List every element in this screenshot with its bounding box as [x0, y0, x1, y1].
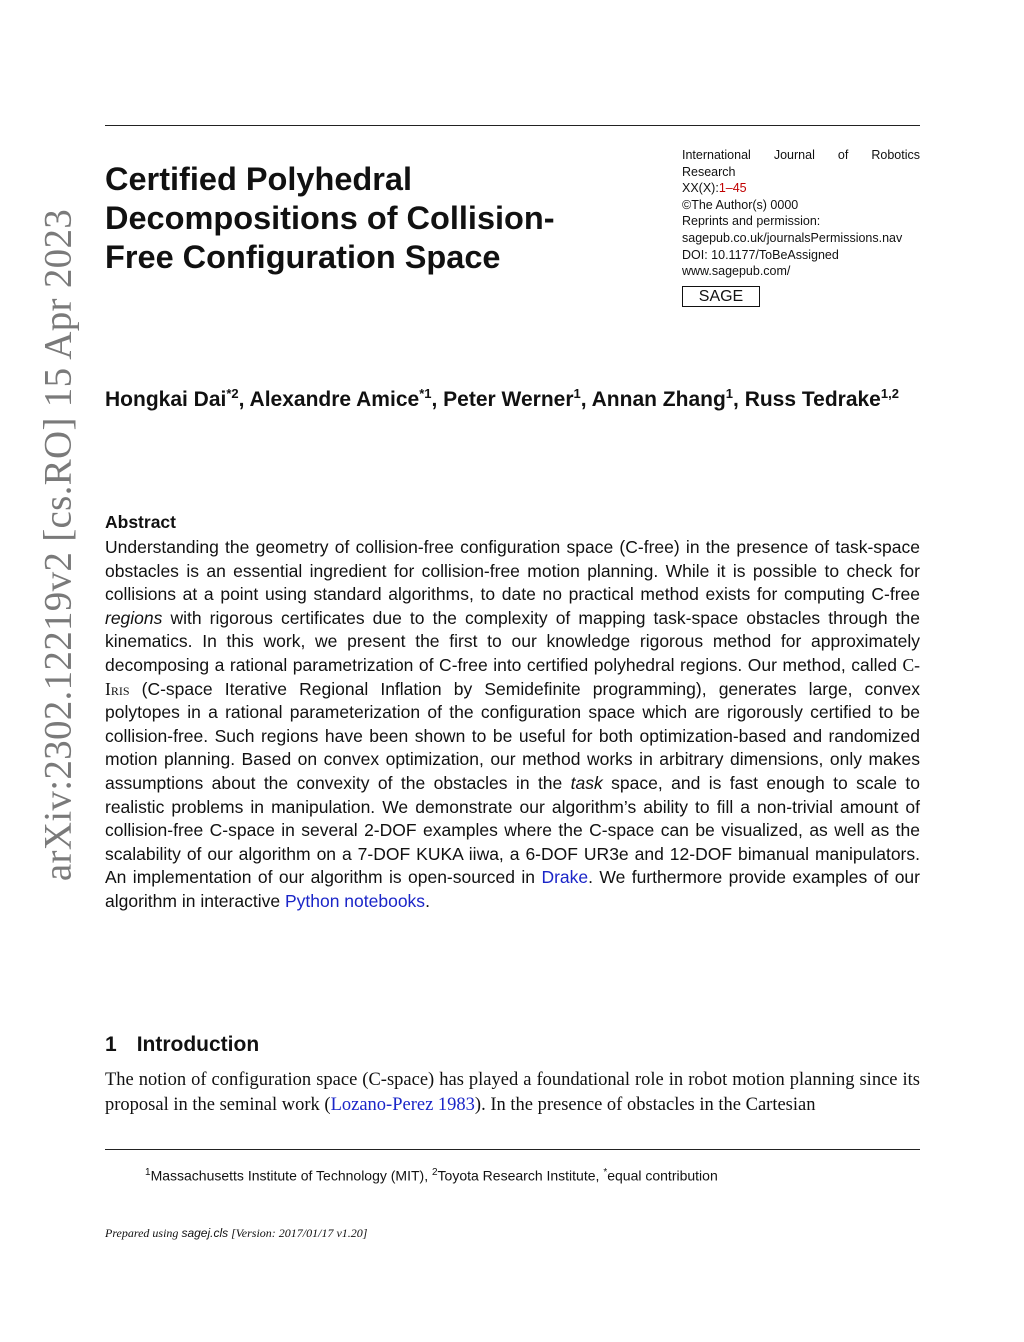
author-list: Hongkai Dai$^{*2}$, Alexandre Amice$^{*1}$, Peter Werner$^1$, Annan Zhang$^1$, Russ Tedrake$^{1,2}$	[105, 386, 899, 411]
section-number: 1	[105, 1033, 117, 1056]
paper-title: Certified Polyhedral Decompositions of Collision-Free Configuration Space	[105, 161, 555, 275]
doi: DOI: 10.1177/ToBeAssigned	[682, 247, 839, 262]
arxiv-identifier: arXiv:2302.12219v2 [cs.RO] 15 Apr 2023	[36, 208, 80, 882]
sage-logo: SAGE	[682, 286, 760, 307]
author: Russ Tedrake	[744, 388, 881, 411]
section-heading	[105, 1033, 259, 1057]
author-affiliation: 1,2	[880, 386, 899, 401]
author: Annan Zhang	[591, 388, 726, 411]
author: Hongkai Dai	[105, 388, 227, 411]
publisher-website: www.sagepub.com/	[682, 264, 791, 279]
journal-name-cont: Research	[682, 164, 736, 179]
citation-link[interactable]: Lozano-Perez 1983	[330, 1094, 475, 1115]
author-affiliation: *2	[226, 386, 239, 401]
intro-paragraph: The notion of configuration space (C-space) has played a foundational role in robot motion planning since its proposal in the seminal work (Lozano-Perez 1983). In the presence of obstacles in the Cartesian	[105, 1070, 920, 1115]
reprints-label: Reprints and permission:	[682, 214, 821, 229]
author: Alexandre Amice	[249, 388, 420, 411]
drake-link[interactable]: Drake	[541, 867, 589, 888]
reprints-url: sagepub.co.uk/journalsPermissions.nav	[682, 230, 903, 245]
abstract-body: Understanding the geometry of collision-free configuration space (C-free) in the presence of task-space obstacles is an essential ingredient for collision-free motion planning. While it is possible to check for collisions at a point using standard algorithms, to date no practical method exists for computing C-free regions with rigorous certificates due to the complexity of mapping task-space obstacles through the kinematics. In this work, we present the first to our knowledge rigorous method for approximately decomposing a rational parametrization of C-free into certified polyhedral regions. Our method, called C-Iris (C-space Iterative Regional Inflation by Semidefinite programming), generates large, convex polytopes in a rational parameterization of the configuration space which are rigorously certified to be collision-free. Such regions have been shown to be useful for both optimization-based and randomized motion planning. Based on convex optimization, our method works in arbitrary dimensions, only makes assumptions about the convexity of the obstacles in the task space, and is fast enough to scale to realistic problems in manipulation. We demonstrate our algorithm’s ability to fill a non-trivial amount of collision-free C-space in several 2-DOF examples where the C-space can be visualized, as well as the scalability of our algorithm on a 7-DOF KUKA iiwa, a 6-DOF UR3e and 12-DOF bimanual manipulators. An implementation of our algorithm is open-sourced in Drake. We furthermore provide examples of our algorithm in interactive Python notebooks.	[105, 537, 920, 911]
page-range[interactable]: 1–45	[718, 181, 747, 196]
journal-name: International Journal of Robotics	[682, 148, 920, 162]
author-affiliation: *1	[419, 386, 432, 401]
method-name: C-Iris	[105, 654, 920, 699]
abstract-heading: Abstract	[105, 512, 176, 532]
author-affiliation: 1	[573, 386, 581, 401]
header-rule	[105, 125, 920, 126]
author: Peter Werner	[443, 388, 574, 411]
prepared-using-note: Prepared using sagej.cls [Version: 2017/01/17 v1.20]	[105, 1226, 368, 1240]
footnote-rule	[105, 1149, 920, 1150]
copyright: ©The Author(s) 0000	[682, 197, 799, 212]
journal-volume: XX(X):1–45	[682, 181, 747, 196]
journal-info	[682, 147, 920, 280]
section-title: Introduction	[136, 1033, 260, 1056]
affiliation-footnote: $^1$Massachusetts Institute of Technology (MIT), $^2$Toyota Research Institute, *equal contribution	[145, 1167, 718, 1184]
python-notebooks-link[interactable]: Python notebooks	[284, 890, 426, 911]
author-affiliation: 1	[725, 386, 734, 401]
